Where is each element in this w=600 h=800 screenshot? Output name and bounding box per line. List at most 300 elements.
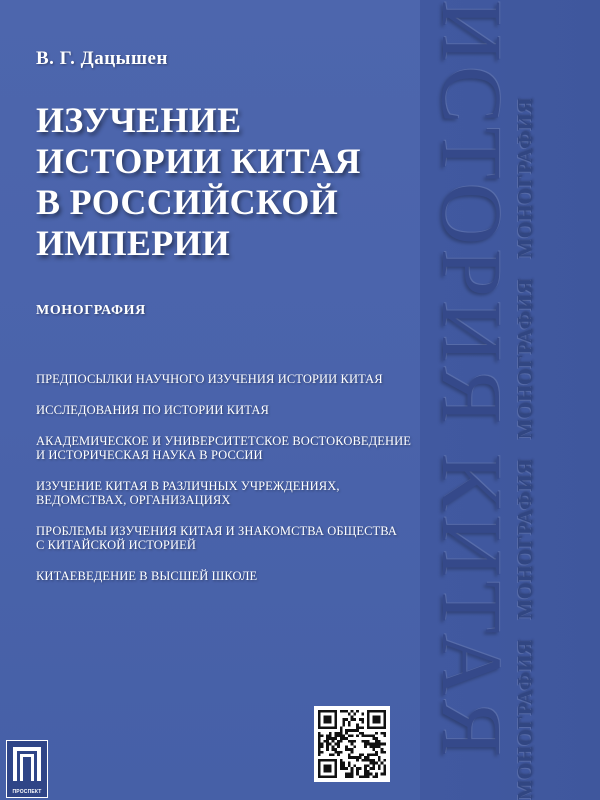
qr-module <box>332 775 335 778</box>
contents-item <box>36 434 426 462</box>
qr-module <box>381 762 384 765</box>
qr-module <box>337 732 340 735</box>
qr-module <box>351 734 354 737</box>
qr-module <box>359 754 362 757</box>
qr-code-pattern <box>318 710 386 778</box>
qr-module <box>348 713 351 716</box>
qr-module <box>353 718 356 721</box>
qr-module <box>370 759 373 762</box>
contents-line: ВЕДОМСТВАХ, ОРГАНИЗАЦИЯХ <box>36 493 231 507</box>
qr-module <box>348 762 351 765</box>
qr-module <box>337 743 340 746</box>
qr-module <box>367 724 370 727</box>
qr-module <box>329 759 332 762</box>
qr-module <box>372 734 375 737</box>
qr-module <box>340 751 343 754</box>
qr-module <box>340 759 343 762</box>
qr-module <box>323 740 326 743</box>
qr-module <box>334 726 337 729</box>
qr-module <box>383 718 386 721</box>
qr-module <box>318 721 321 724</box>
qr-module <box>318 770 321 773</box>
qr-module <box>345 748 348 751</box>
qr-module <box>326 764 329 767</box>
qr-module <box>321 745 324 748</box>
qr-module <box>329 718 332 721</box>
qr-module <box>326 745 329 748</box>
qr-module <box>321 743 324 746</box>
qr-module <box>334 770 337 773</box>
qr-module <box>367 764 370 767</box>
qr-module <box>367 743 370 746</box>
contents-item <box>36 403 426 417</box>
qr-module <box>340 729 343 732</box>
qr-module <box>345 737 348 740</box>
qr-module <box>375 715 378 718</box>
qr-code-icon[interactable] <box>314 706 390 782</box>
qr-module <box>326 748 329 751</box>
qr-module <box>337 754 340 757</box>
qr-module <box>326 775 329 778</box>
qr-module <box>370 767 373 770</box>
qr-module <box>372 710 375 713</box>
qr-module <box>323 764 326 767</box>
qr-module <box>364 745 367 748</box>
qr-module <box>370 710 373 713</box>
qr-module <box>318 743 321 746</box>
qr-module <box>362 718 365 721</box>
contents-line: ПРОБЛЕМЫ ИЗУЧЕНИЯ КИТАЯ И ЗНАКОМСТВА ОБЩЕСТВА <box>36 524 398 538</box>
qr-module <box>342 764 345 767</box>
qr-module <box>342 721 345 724</box>
qr-module <box>318 754 321 757</box>
qr-module <box>345 775 348 778</box>
qr-module <box>318 734 321 737</box>
qr-module <box>381 710 384 713</box>
qr-module <box>340 762 343 765</box>
qr-module <box>356 770 359 773</box>
qr-module <box>351 710 354 713</box>
qr-module <box>334 734 337 737</box>
qr-module <box>318 775 321 778</box>
qr-module <box>359 732 362 735</box>
qr-module <box>367 754 370 757</box>
qr-module <box>340 764 343 767</box>
qr-module <box>340 726 343 729</box>
qr-module <box>367 718 370 721</box>
qr-module <box>318 764 321 767</box>
qr-module <box>342 767 345 770</box>
qr-module <box>372 754 375 757</box>
contents-line: АКАДЕМИЧЕСКОЕ И УНИВЕРСИТЕТСКОЕ ВОСТОКОВЕДЕНИЕ <box>36 434 411 448</box>
qr-module <box>329 743 332 746</box>
qr-module <box>351 718 354 721</box>
qr-module <box>318 718 321 721</box>
qr-module <box>375 721 378 724</box>
spine-genre: МОНОГРАФИЯ <box>513 97 537 259</box>
qr-module <box>329 710 332 713</box>
qr-module <box>356 773 359 776</box>
qr-module <box>364 734 367 737</box>
qr-module <box>323 726 326 729</box>
qr-module <box>348 748 351 751</box>
qr-module <box>353 745 356 748</box>
qr-module <box>383 770 386 773</box>
qr-module <box>340 734 343 737</box>
title-line: ИМПЕРИИ <box>36 223 231 263</box>
contents-line: ПРЕДПОСЫЛКИ НАУЧНОГО ИЗУЧЕНИЯ ИСТОРИИ КИТАЯ <box>36 372 383 386</box>
qr-module <box>351 773 354 776</box>
qr-module <box>326 710 329 713</box>
qr-module <box>362 726 365 729</box>
qr-module <box>383 715 386 718</box>
qr-module <box>383 724 386 727</box>
qr-module <box>367 740 370 743</box>
qr-module <box>364 759 367 762</box>
qr-module <box>329 770 332 773</box>
qr-module <box>359 718 362 721</box>
qr-module <box>362 732 365 735</box>
qr-module <box>332 737 335 740</box>
qr-module <box>318 732 321 735</box>
qr-module <box>370 726 373 729</box>
qr-module <box>378 710 381 713</box>
qr-module <box>326 737 329 740</box>
qr-module <box>334 775 337 778</box>
qr-module <box>351 751 354 754</box>
author-name: В. Г. Дацышен <box>36 48 168 69</box>
qr-module <box>318 748 321 751</box>
qr-module <box>351 740 354 743</box>
qr-module <box>334 715 337 718</box>
qr-module <box>342 737 345 740</box>
qr-module <box>367 726 370 729</box>
qr-module <box>375 751 378 754</box>
qr-module <box>345 767 348 770</box>
qr-module <box>381 743 384 746</box>
title-line: ИСТОРИИ КИТАЯ <box>36 141 361 181</box>
qr-module <box>321 726 324 729</box>
qr-module <box>329 764 332 767</box>
qr-module <box>362 775 365 778</box>
qr-module <box>351 767 354 770</box>
qr-module <box>362 734 365 737</box>
qr-module <box>318 724 321 727</box>
qr-module <box>375 740 378 743</box>
qr-module <box>326 718 329 721</box>
qr-module <box>372 767 375 770</box>
qr-module <box>378 721 381 724</box>
qr-module <box>367 773 370 776</box>
publisher-logo <box>6 740 48 798</box>
qr-module <box>351 775 354 778</box>
qr-module <box>381 732 384 735</box>
qr-module <box>342 762 345 765</box>
qr-module <box>362 754 365 757</box>
qr-module <box>342 718 345 721</box>
qr-module <box>318 715 321 718</box>
qr-module <box>370 743 373 746</box>
qr-module <box>345 729 348 732</box>
qr-module <box>375 754 378 757</box>
qr-module <box>372 745 375 748</box>
qr-module <box>321 759 324 762</box>
qr-module <box>345 732 348 735</box>
qr-module <box>345 710 348 713</box>
qr-module <box>359 775 362 778</box>
qr-module <box>367 756 370 759</box>
qr-module <box>375 718 378 721</box>
qr-module <box>370 773 373 776</box>
qr-module <box>367 770 370 773</box>
contents-item <box>36 372 426 386</box>
qr-module <box>351 756 354 759</box>
qr-module <box>321 734 324 737</box>
qr-module <box>372 775 375 778</box>
qr-module <box>326 767 329 770</box>
qr-module <box>318 740 321 743</box>
qr-module <box>378 756 381 759</box>
qr-module <box>340 710 343 713</box>
qr-module <box>353 756 356 759</box>
qr-module <box>334 718 337 721</box>
qr-module <box>378 715 381 718</box>
qr-module <box>329 715 332 718</box>
qr-module <box>353 764 356 767</box>
qr-module <box>345 718 348 721</box>
qr-module <box>334 773 337 776</box>
qr-module <box>337 740 340 743</box>
qr-module <box>337 751 340 754</box>
qr-module <box>383 759 386 762</box>
qr-module <box>321 710 324 713</box>
qr-module <box>372 748 375 751</box>
qr-module <box>351 748 354 751</box>
contents-item <box>36 524 426 552</box>
qr-module <box>326 770 329 773</box>
qr-module <box>383 721 386 724</box>
qr-module <box>362 740 365 743</box>
qr-module <box>334 721 337 724</box>
qr-module <box>326 759 329 762</box>
qr-module <box>334 743 337 746</box>
qr-module <box>323 759 326 762</box>
qr-module <box>351 729 354 732</box>
qr-module <box>348 756 351 759</box>
qr-module <box>329 775 332 778</box>
qr-module <box>334 751 337 754</box>
qr-module <box>381 726 384 729</box>
qr-module <box>334 748 337 751</box>
qr-module <box>332 710 335 713</box>
publisher-logo-icon <box>7 741 47 789</box>
qr-module <box>353 713 356 716</box>
qr-module <box>359 767 362 770</box>
qr-module <box>323 775 326 778</box>
qr-module <box>375 773 378 776</box>
qr-module <box>375 737 378 740</box>
qr-module <box>383 710 386 713</box>
qr-module <box>367 759 370 762</box>
qr-module <box>383 713 386 716</box>
qr-module <box>364 773 367 776</box>
qr-module <box>323 718 326 721</box>
contents-list <box>36 372 426 600</box>
qr-module <box>367 721 370 724</box>
qr-module <box>334 759 337 762</box>
qr-module <box>378 718 381 721</box>
qr-module <box>383 773 386 776</box>
qr-module <box>318 737 321 740</box>
qr-module <box>381 773 384 776</box>
qr-module <box>318 751 321 754</box>
qr-module <box>334 767 337 770</box>
qr-module <box>367 715 370 718</box>
qr-module <box>367 734 370 737</box>
qr-module <box>383 767 386 770</box>
genre-label: МОНОГРАФИЯ <box>36 303 146 318</box>
qr-module <box>332 759 335 762</box>
qr-module <box>326 726 329 729</box>
qr-module <box>364 756 367 759</box>
qr-module <box>318 773 321 776</box>
title-line: В РОССИЙСКОЙ <box>36 182 339 222</box>
qr-module <box>356 710 359 713</box>
qr-module <box>362 721 365 724</box>
qr-module <box>372 718 375 721</box>
contents-item <box>36 569 426 583</box>
qr-module <box>364 743 367 746</box>
qr-module <box>364 740 367 743</box>
qr-module <box>329 726 332 729</box>
qr-module <box>329 767 332 770</box>
qr-module <box>370 754 373 757</box>
qr-module <box>378 740 381 743</box>
qr-module <box>334 764 337 767</box>
qr-module <box>367 775 370 778</box>
qr-module <box>348 734 351 737</box>
qr-module <box>342 710 345 713</box>
qr-module <box>372 762 375 765</box>
qr-module <box>348 724 351 727</box>
qr-module <box>323 715 326 718</box>
qr-module <box>332 740 335 743</box>
qr-module <box>329 732 332 735</box>
qr-module <box>364 770 367 773</box>
qr-module <box>370 745 373 748</box>
qr-module <box>318 762 321 765</box>
qr-module <box>318 759 321 762</box>
qr-module <box>356 759 359 762</box>
contents-line: С КИТАЙСКОЙ ИСТОРИЕЙ <box>36 538 196 552</box>
qr-module <box>337 734 340 737</box>
qr-module <box>340 737 343 740</box>
qr-module <box>359 726 362 729</box>
qr-module <box>372 759 375 762</box>
qr-module <box>348 740 351 743</box>
spine-title: ИСТОРИЯ КИТАЯ <box>424 0 520 761</box>
qr-module <box>342 724 345 727</box>
qr-module <box>337 745 340 748</box>
contents-item <box>36 479 426 507</box>
qr-module <box>332 726 335 729</box>
qr-module <box>356 729 359 732</box>
qr-module <box>318 710 321 713</box>
qr-module <box>332 748 335 751</box>
qr-module <box>329 737 332 740</box>
qr-module <box>367 713 370 716</box>
qr-module <box>323 721 326 724</box>
qr-module <box>351 715 354 718</box>
qr-module <box>342 734 345 737</box>
qr-module <box>348 729 351 732</box>
qr-module <box>348 775 351 778</box>
qr-module <box>326 743 329 746</box>
spine-genre: МОНОГРАФИЯ <box>513 639 537 800</box>
qr-module <box>375 743 378 746</box>
title-line: ИЗУЧЕНИЕ <box>36 100 242 140</box>
contents-line: И ИСТОРИЧЕСКАЯ НАУКА В РОССИИ <box>36 448 263 462</box>
qr-module <box>372 721 375 724</box>
qr-module <box>375 732 378 735</box>
qr-module <box>323 770 326 773</box>
publisher-name: ПРОСПЕКТ <box>12 789 42 795</box>
spine-genre: МОНОГРАФИЯ <box>513 458 537 620</box>
qr-module <box>356 734 359 737</box>
qr-module <box>334 737 337 740</box>
qr-module <box>378 764 381 767</box>
qr-module <box>383 764 386 767</box>
qr-module <box>375 745 378 748</box>
qr-module <box>348 773 351 776</box>
qr-module <box>321 775 324 778</box>
spine-genre: МОНОГРАФИЯ <box>513 278 537 440</box>
qr-module <box>356 767 359 770</box>
qr-module <box>348 754 351 757</box>
qr-module <box>383 734 386 737</box>
qr-module <box>378 759 381 762</box>
qr-module <box>375 775 378 778</box>
qr-module <box>329 734 332 737</box>
qr-module <box>383 732 386 735</box>
qr-module <box>326 715 329 718</box>
qr-module <box>372 726 375 729</box>
qr-module <box>326 740 329 743</box>
qr-module <box>381 751 384 754</box>
qr-module <box>345 745 348 748</box>
qr-module <box>332 754 335 757</box>
qr-module <box>372 737 375 740</box>
qr-module <box>318 726 321 729</box>
qr-module <box>348 721 351 724</box>
qr-module <box>362 713 365 716</box>
qr-module <box>334 713 337 716</box>
qr-module <box>334 732 337 735</box>
qr-module <box>326 734 329 737</box>
contents-line: КИТАЕВЕДЕНИЕ В ВЫСШЕЙ ШКОЛЕ <box>36 569 258 583</box>
qr-module <box>356 724 359 727</box>
qr-module <box>381 748 384 751</box>
qr-module <box>378 745 381 748</box>
qr-module <box>370 734 373 737</box>
qr-module <box>383 751 386 754</box>
qr-module <box>351 770 354 773</box>
qr-module <box>353 740 356 743</box>
qr-module <box>334 762 337 765</box>
qr-module <box>362 759 365 762</box>
qr-module <box>375 710 378 713</box>
qr-module <box>318 713 321 716</box>
